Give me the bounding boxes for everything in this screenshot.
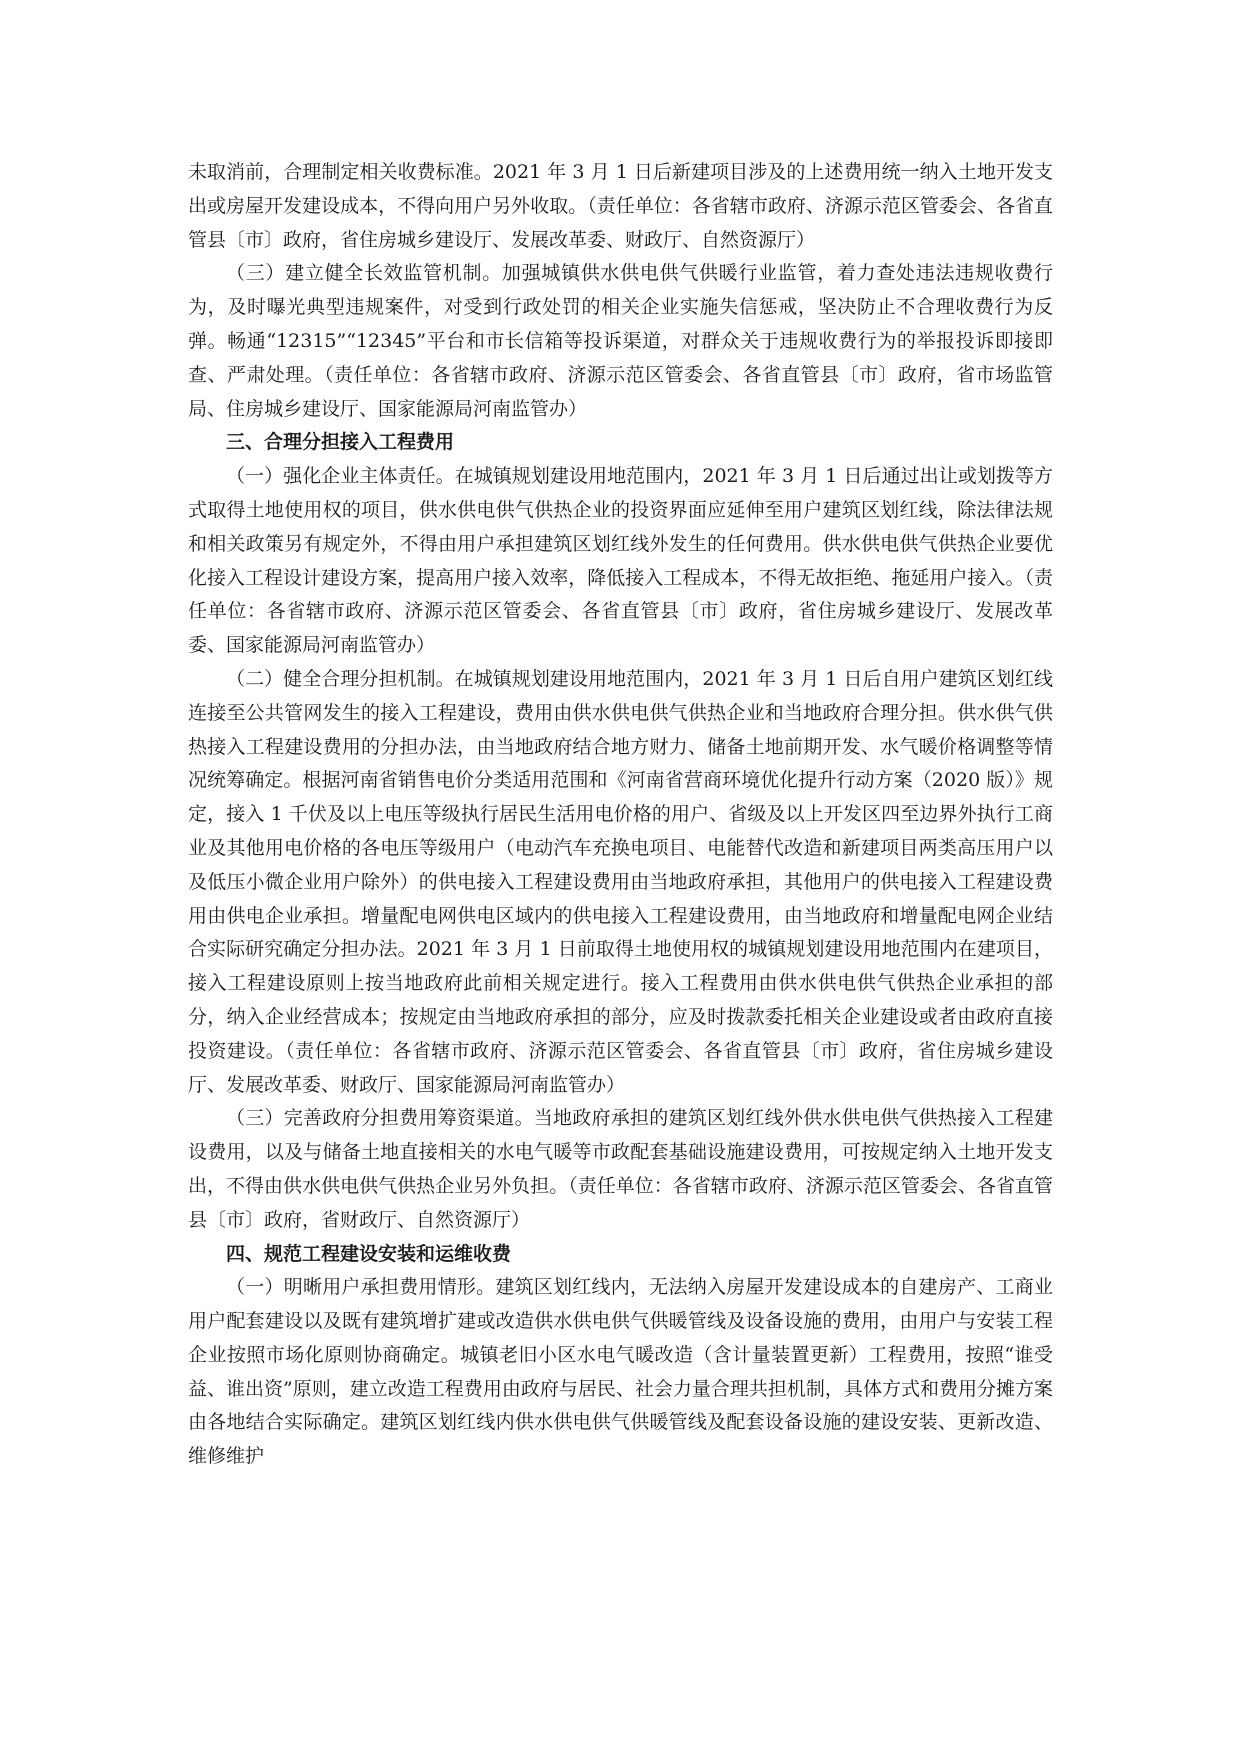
section-heading-3: 三、合理分担接入工程费用	[226, 431, 455, 454]
paragraph-user-cost-cases: （一）明晰用户承担费用情形。建筑区划红线内，无法纳入房屋开发建设成本的自建房产、工商业用户配套建设以及既有建筑增扩建或改造供水供电供气供暖管线及设备设施的费用，由用户与安装工程企业按照市场化原则协商确定。城镇老旧小区水电气暖改造（含计量装置更新）工程费用，按照“谁受益、谁出资”原则，建立改造工程费用由政府与居民、社会力量合理共担机制，具体方式和费用分摊方案由各地结合实际确定。建筑区划红线内供水供电供气供暖管线及配套设备设施的建设安装、更新改造、维修维护	[188, 1276, 1053, 1468]
paragraph-continuation: 未取消前，合理制定相关收费标准。2021 年 3 月 1 日后新建项目涉及的上述费用统一纳入土地开发支出或房屋开发建设成本，不得向用户另外收取。（责任单位：各省辖市政府、济源示范区管委会、各省直管县〔市〕政府，省住房城乡建设厅、发展改革委、财政厅、自然资源厅）	[188, 161, 1053, 251]
section-heading-4: 四、规范工程建设安装和运维收费	[226, 1242, 512, 1265]
paragraph-cost-sharing-mechanism: （二）健全合理分担机制。在城镇规划建设用地范围内，2021 年 3 月 1 日后自用户建筑区划红线连接至公共管网发生的接入工程建设，费用由供水供电供气供热企业和当地政府合理分担。供水供气供热接入工程建设费用的分担办法，由当地政府结合地方财力、储备土地前期开发、水气暖价格调整等情况统筹确定。根据河南省销售电价分类适用范围和《河南省营商环境优化提升行动方案（2020 版）》规定，接入 1 千伏及以上电压等级执行居民生活用电价格的用户、省级及以上开发区四至边界外执行工商业及其他用电价格的各电压等级用户（电动汽车充换电项目、电能替代改造和新建项目两类高压用户以及低压小微企业用户除外）的供电接入工程建设费用由当地政府承担，其他用户的供电接入工程建设费用由供电企业承担。增量配电网供电区域内的供电接入工程建设费用，由当地政府和增量配电网企业结合实际研究确定分担办法。2021 年 3 月 1 日前取得土地使用权的城镇规划建设用地范围内在建项目，接入工程建设原则上按当地政府此前相关规定进行。接入工程费用由供水供电供气供热企业承担的部分，纳入企业经营成本；按规定由当地政府承担的部分，应及时拨款委托相关企业建设或者由政府直接投资建设。（责任单位：各省辖市政府、济源示范区管委会、各省直管县〔市〕政府，省住房城乡建设厅、发展改革委、财政厅、国家能源局河南监管办）	[188, 667, 1053, 1096]
document-page	[188, 156, 1053, 1474]
paragraph-enterprise-responsibility: （一）强化企业主体责任。在城镇规划建设用地范围内，2021 年 3 月 1 日后通过出让或划拨等方式取得土地使用权的项目，供水供电供气供热企业的投资界面应延伸至用户建筑区划红线，除法律法规和相关政策另有规定外，不得由用户承担建筑区划红线外发生的任何费用。供水供电供气供热企业要优化接入工程设计建设方案，提高用户接入效率，降低接入工程成本，不得无故拒绝、拖延用户接入。（责任单位：各省辖市政府、济源示范区管委会、各省直管县〔市〕政府，省住房城乡建设厅、发展改革委、国家能源局河南监管办）	[188, 465, 1053, 657]
paragraph-supervision-mechanism: （三）建立健全长效监管机制。加强城镇供水供电供气供暖行业监管，着力查处违法违规收费行为，及时曝光典型违规案件，对受到行政处罚的相关企业实施失信惩戒，坚决防止不合理收费行为反弹。畅通“12315”“12345”平台和市长信箱等投诉渠道，对群众关于违规收费行为的举报投诉即接即查、严肃处理。（责任单位：各省辖市政府、济源示范区管委会、各省直管县〔市〕政府，省市场监管局、住房城乡建设厅、国家能源局河南监管办）	[188, 262, 1053, 420]
paragraph-funding-channels: （三）完善政府分担费用筹资渠道。当地政府承担的建筑区划红线外供水供电供气供热接入工程建设费用，以及与储备土地直接相关的水电气暖等市政配套基础设施建设费用，可按规定纳入土地开发支出，不得由供水供电供气供热企业另外负担。（责任单位：各省辖市政府、济源示范区管委会、各省直管县〔市〕政府，省财政厅、自然资源厅）	[188, 1107, 1053, 1231]
